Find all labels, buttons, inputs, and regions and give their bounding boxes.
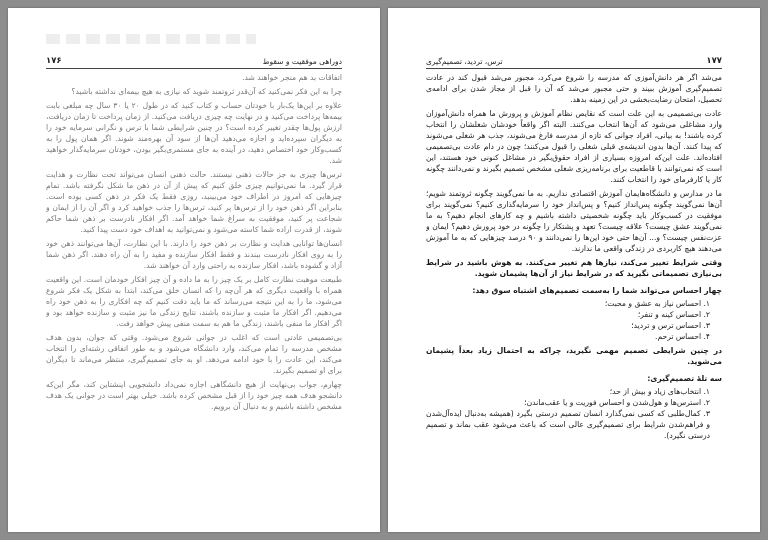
section-title: سه تلهٔ تصمیم‌گیری: — [647, 374, 722, 383]
right-header-title: ترس، تردید، تصمیم‌گیری — [426, 57, 503, 66]
left-paragraph: اتفاقات بد هم منجر خواهند شد. — [242, 73, 342, 82]
list-item: ۳. احساس ترس و تردید؛ — [631, 321, 710, 330]
left-page-number: ۱۷۶ — [46, 56, 62, 66]
left-paragraph: علاوه بر این‌ها یک‌بار با خودتان حساب و کتاب کنید که در طول ۲۰ یا ۳۰ سال چه مبلغی بابت بیمه‌ها پرداخت می‌کنید و در نهایت چه چیزی دریافت می‌کنید. از زمان پرداخت تا زمان دریافت، ارزش پول‌ها چقدر تغییر کرده است؟ در چنین شرایطی شما با ترس و نگرانی سرمایه خود را به دیگران سپرده‌اید و اجازه می‌دهید آن‌ها از سود آن بهره‌مند شوند. اگر همان پول را به کسب‌وکار خود اختصاص دهید، در آینده به جای مستمری‌بگیر بودن، خودتان سرمایه‌گذار خواهید شد. — [46, 101, 342, 165]
list-item: ۴. احساس ترحم. — [655, 332, 710, 341]
left-paragraph: بی‌تصمیمی عادتی است که اغلب در جوانی شروع می‌شود. وقتی که جوان، بدون هدف مشخص مدرسه را تمام می‌کند، وارد دانشگاه می‌شود و به طور اتفاقی رشته‌ای را انتخاب می‌کند، این عادت را با خود ادامه می‌دهد. او به جای تصمیم‌گیری، منتظر می‌ماند تا دیگران برای او تصمیم بگیرند. — [46, 333, 342, 375]
left-paragraph: ترس‌ها چیزی به جز حالات ذهنی نیستند. حالت ذهنی انسان می‌تواند تحت نظارت و هدایت قرار گیرد. ما نمی‌توانیم چیزی خلق کنیم که پیش از آن در ذهن ما شکل نگرفته باشد. تمام چیزهایی که امروز در اطراف خود می‌بینید، روزی فقط یک فکر در ذهن کسی بوده است. بنابراین اگر ذهن خود را از ترس‌ها پر کنید، ترس‌ها را جذب خواهید کرد و اگر آن را از ایمان و شجاعت پر کنید، موفقیت به سراغ شما خواهد آمد. اگر افکار نادرست بر ذهن شما حاکم شوند، از قدرت اراده شما کاسته می‌شود و نمی‌توانید به اهداف خود دست پیدا کنید. — [46, 170, 342, 234]
right-paragraph: ما در مدارس و دانشگاه‌هایمان آموزش اقتصادی نداریم. به ما نمی‌گویند چگونه ثروتمند شویم؛ آن‌ها نمی‌گویند چگونه پس‌انداز کنیم؟ و پس‌انداز خود را سرمایه‌گذاری کنیم؟ نمی‌گویند برای موفقیت در کسب‌وکار باید چگونه شخصیتی داشته باشیم و چه کارهای انجام دهیم؟ به ما نمی‌گویند عشق چیست؟ علاقه چیست؟ تعهد و پشتکار را چگونه در خود پرورش دهیم؟ ایمان و عزت‌نفس چیست؟ و... آن‌ها حتی خود این‌ها را نمی‌دانند و ۹۰ درصد چیزهایی که به ما آموزش می‌دهند هیچ کاربردی در زندگی واقعی ما ندارند. — [426, 189, 722, 253]
bleed-through-title — [46, 34, 256, 44]
section-note: در چنین شرایطی تصمیم مهمی نگیرید، چراکه به احتمال زیاد بعداً پشیمان می‌شوید. — [426, 346, 722, 366]
left-paragraph: انسان‌ها توانایی هدایت و نظارت بر ذهن خود را دارند. با این نظارت، آن‌ها می‌توانند ذهن خود را به روی افکار نادرست ببندند و فقط افکار سازنده و مفید را به آن راه دهند. اگر ذهن شما آزاد و گشوده باشد، افکار سازنده به راحتی وارد آن خواهند شد. — [46, 239, 342, 270]
right-paragraph: می‌شد اگر هر دانش‌آموزی که مدرسه را شروع می‌کرد، مجبور می‌شد قبول کند در عادت تصمیم‌گیری آموزش ببیند و حتی مجبور می‌شد که آن را قبل از مجاز شدن برای ادامه‌ی تحصیل، امتحان رضایت‌بخشی در این زمینه بدهد. — [426, 73, 722, 104]
left-page-header — [46, 52, 342, 69]
list-item: ۲. احساس کینه و تنفر؛ — [637, 310, 710, 319]
right-paragraph: عادت بی‌تصمیمی به این علت است که نقایص نظام آموزش و پرورش ما همراه دانش‌آموزان وارد مشاغلی می‌شود که آن‌ها انتخاب می‌کنند. البته اگر واقعاً خودشان شغلشان را انتخاب کرده باشند! به بیانی، افراد جوانی که تازه از مدرسه فارغ می‌شوند، جذب هر شغلی می‌شوند که پیدا کنند. آن‌ها بدون اندیشه‌ی قبلی شغلی را قبول می‌کنند؛ چون در دام عادت بی‌تصمیمی افتاده‌اند. علت این‌که امروزه بسیاری از افراد حقوق‌بگیر در مشاغل کنونی خود هستند، این است که نمی‌توانند با قاطعیت برای برنامه‌ریزی شغلی مشخص تصمیم بگیرند و نمی‌دانند چگونه کار یا کارفرمای خود را انتخاب کنند. — [426, 109, 722, 184]
left-page — [8, 8, 380, 532]
right-page — [388, 8, 760, 532]
left-paragraph: طبیعت موهبت نظارت کامل بر یک چیز را به ما داده و آن چیز افکار خودمان است. این واقعیت همراه با واقعیت دیگری که هر آن‌چه را که انسان خلق می‌کند، ابتدا به شکل یک فکر شروع می‌شود، ما را به این نتیجه می‌رساند که ما باید دقت کنیم که چه افکاری را به ذهن خود راه می‌دهیم. اگر افکار ما مثبت و سازنده باشند، نتایج زندگی ما نیز مثبت و سازنده خواهد بود و اگر افکار ما منفی باشند، زندگی ما هم به سمت منفی پیش خواهد رفت. — [46, 275, 342, 328]
right-page-body — [426, 72, 722, 502]
left-header-title: دوراهی موفقیت و سقوط — [262, 57, 342, 66]
section-title: چهار احساس می‌تواند شما را به‌سمت تصمیم‌های اشتباه سوق دهد: — [472, 286, 722, 295]
left-paragraph: چهارم، جواب بی‌نهایت از هیچ دانشگاهی اجازه نمی‌داد دانشجویی اینشتاین کند، مگر این‌که دانشجو هدف همه چیز خود را از قبل مشخص کرده باشد. خیلی بهتر است در جوانی یک هدف مشخص داشته باشیم و به دنبال آن برویم. — [46, 380, 342, 411]
traps-list — [426, 386, 722, 441]
list-item: ۱. احساس نیاز به عشق و محبت؛ — [604, 299, 710, 308]
emphasis-paragraph: وقتی شرایط تغییر می‌کند، نیازها هم تغییر می‌کنند. به هوش باشید در شرایط بی‌نیازی تصمیماتی نگیرید که در شرایط نیاز از آن‌ها پشیمان شوید. — [426, 258, 722, 278]
right-page-header — [426, 52, 722, 69]
list-item: ۲. استرس‌ها و هول‌شدن و احساس فوریت و یا عقب‌ماندن؛ — [524, 398, 710, 407]
left-paragraph: چرا به این فکر نمی‌کنید که آن‌قدر ثروتمند شوید که نیازی به هیچ بیمه‌ای نداشته باشید؟ — [71, 87, 342, 96]
left-page-body — [46, 72, 342, 502]
list-item: ۱. انتخاب‌های زیاد و بیش از حد؛ — [609, 387, 710, 396]
list-item: ۳. کمال‌طلبی که کسی نمی‌گذارد انسان تصمیم درستی بگیرد (همیشه به‌دنبال ایده‌آل‌شدن و فراهم‌شدن شرایط برای تصمیم‌گیری عالی است که باعث می‌شود عقب بماند و تصمیم درستی نگیرد). — [426, 409, 710, 440]
emotions-list — [426, 298, 722, 342]
right-page-number: ۱۷۷ — [706, 56, 722, 66]
